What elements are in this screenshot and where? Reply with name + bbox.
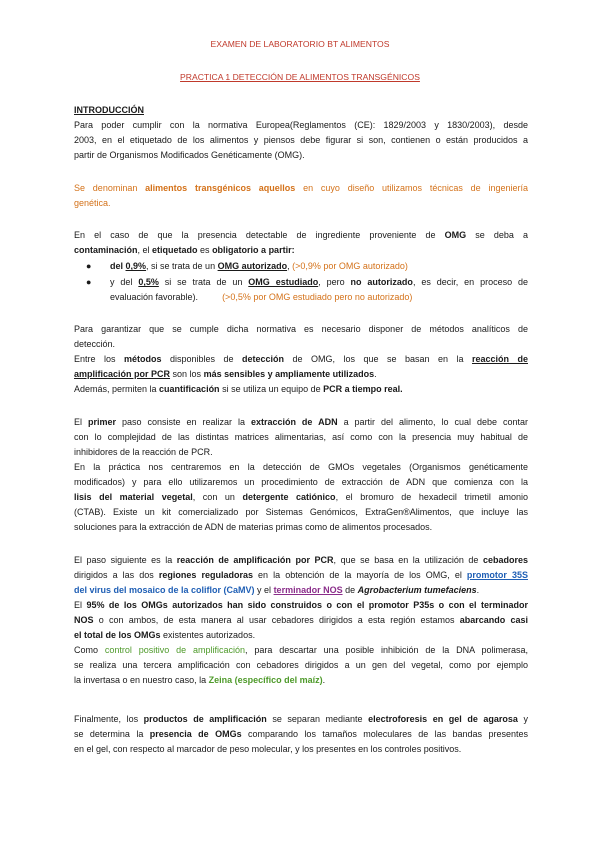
amplification-line9: la invertasa o en nuestro caso, la Zeina (específico del maíz). bbox=[74, 675, 326, 685]
amplification-line6: el total de los OMGs existentes autorizados. bbox=[74, 630, 256, 640]
extraction-line8: soluciones para la extracción de ADN de materias primas como de alimentos procesados. bbox=[74, 522, 433, 532]
practice-title: PRACTICA 1 DETECCIÓN DE ALIMENTOS TRANSGÉNICOS bbox=[180, 72, 420, 82]
intro-p2-line1: Se denominan alimentos transgénicos aquellos en cuyo diseño utilizamos técnicas de ingeniería bbox=[74, 183, 528, 193]
extraction-line3: inhibidores de la reacción de PCR. bbox=[74, 447, 213, 457]
intro-p5-line2: amplificación por PCR son los más sensibles y ampliamente utilizados. bbox=[74, 369, 377, 379]
amplification-line8: se realiza una tercera amplificación con cebadores dirigidos a un gen del vegetal, como por ejemplo bbox=[74, 660, 528, 670]
intro-p5-line3: Además, permiten la cuantificación si se utiliza un equipo de PCR a tiempo real. bbox=[74, 384, 403, 394]
final-line1: Finalmente, los productos de amplificación se separan mediante electroforesis en gel de agarosa y bbox=[74, 714, 528, 724]
amplification-line2: dirigidos a las dos regiones reguladoras en la obtención de la mayoría de los OMG, el promotor 35S bbox=[74, 570, 529, 580]
final-line3: en el gel, con respecto al marcador de peso molecular, y los presentes en los controles positivos. bbox=[74, 744, 462, 754]
intro-p3-line1: En el caso de que la presencia detectable de ingrediente proveniente de OMG se deba a bbox=[74, 230, 528, 240]
extraction-line4: En la práctica nos centraremos en la detección de GMOs vegetales (Organismos genéticamente bbox=[74, 462, 528, 472]
extraction-line2: con lo complejidad de las distintas matrices alimentarias, así como con la presencia muy habitual de bbox=[74, 432, 528, 442]
intro-p1-line1: Para poder cumplir con la normativa Europea(Reglamentos (CE): 1829/2003 y 1830/2003), desde bbox=[74, 120, 528, 130]
extraction-line5: modificados) y para ello utilizaremos un procedimiento de extracción de ADN que comienza con la bbox=[74, 477, 528, 487]
intro-p2-line2: genética. bbox=[74, 198, 111, 208]
bullet-dot: ● bbox=[86, 261, 92, 271]
bullet-item-2-line1: y del 0,5% si se trata de un OMG estudiado, pero no autorizado, es decir, en proceso de bbox=[110, 277, 529, 287]
amplification-line4: El 95% de los OMGs autorizados han sido construidos o con el promotor P35s o con el terminador bbox=[74, 600, 528, 610]
amplification-line5: NOS o con ambos, de esta manera al usar cebadores dirigidos a esta región estamos abarcando casi bbox=[74, 615, 529, 625]
amplification-line7: Como control positivo de amplificación, para descartar una posible inhibición de la DNA polimerasa, bbox=[74, 645, 528, 655]
intro-p3-line2: contaminación, el etiquetado es obligatorio a partir: bbox=[74, 245, 295, 255]
final-line2: se determina la presencia de OMGs comparando los tamaños moleculares de las bandas presentes bbox=[74, 729, 528, 739]
bullet-dot: ● bbox=[86, 277, 92, 287]
intro-p4-line1: Para garantizar que se cumple dicha normativa es necesario disponer de métodos analíticos de bbox=[74, 324, 528, 334]
extraction-line7: (CTAB). Existe un kit comercializado por Sistemas Genómicos, ExtraGen®Alimentos, que incluye las bbox=[74, 507, 528, 517]
extraction-line1: El primer paso consiste en realizar la extracción de ADN a partir del alimento, lo cual debe contar bbox=[74, 417, 529, 427]
intro-p5-line1: Entre los métodos disponibles de detección de OMG, los que se basan en la reacción de bbox=[74, 354, 528, 364]
intro-p1-line2: 2003, en el etiquetado de los alimentos y piensos debe figurar si son, contienen o están producidos a bbox=[74, 135, 528, 145]
bullet-item-1: del 0,9%, si se trata de un OMG autorizado, (>0,9% por OMG autorizado) bbox=[110, 261, 408, 271]
exam-title: EXAMEN DE LABORATORIO BT ALIMENTOS bbox=[210, 39, 390, 49]
extraction-line6: lisis del material vegetal, con un detergente catiónico, el bromuro de hexadecil trimetil amonio bbox=[74, 492, 529, 502]
intro-p4-line2: detección. bbox=[74, 339, 116, 349]
intro-heading: INTRODUCCIÓN bbox=[74, 105, 144, 115]
bullet-item-2-line2: evaluación favorable). (>0,5% por OMG estudiado pero no autorizado) bbox=[110, 292, 413, 302]
amplification-line3: del virus del mosaico de la coliflor (CaMV) y el terminador NOS de Agrobacterium tumefaciens. bbox=[74, 585, 480, 595]
amplification-line1: El paso siguiente es la reacción de amplificación por PCR, que se basa en la utilización de cebadores bbox=[74, 555, 529, 565]
intro-p1-line3: partir de Organismos Modificados Genéticamente (OMG). bbox=[74, 150, 305, 160]
